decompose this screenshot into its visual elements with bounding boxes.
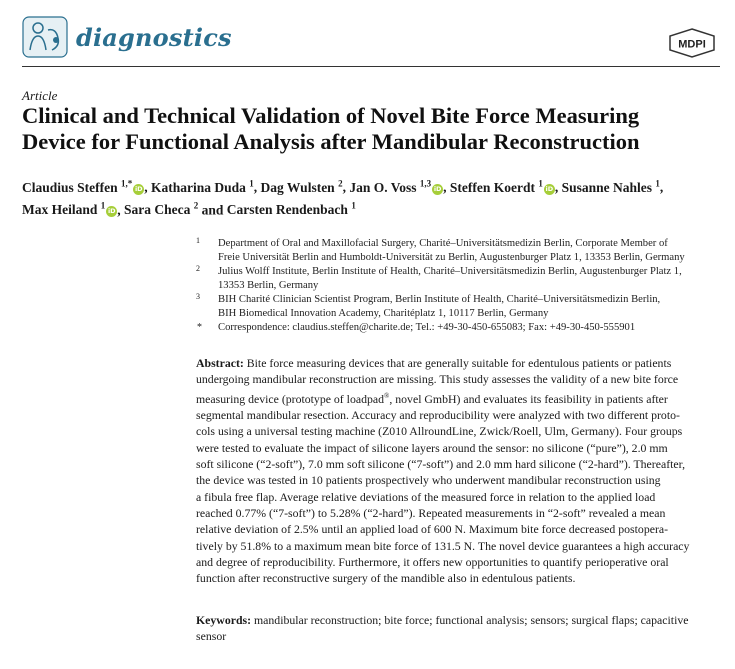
publisher-name: MDPI (678, 38, 706, 51)
journal-header (22, 14, 720, 64)
author-affiliation-mark: 1,3 (419, 178, 432, 188)
author-affiliation-mark: 1,* (121, 178, 133, 188)
author-name[interactable]: Katharina Duda $^1$ (151, 178, 254, 195)
keywords-label: Keywords: (196, 613, 252, 627)
author-affiliation-mark: 2 (338, 178, 343, 188)
abstract-label: Abstract: (196, 356, 244, 370)
author-list: Claudius Steffen $^{1,*}$iD , Katharina Duda $^1$, Dag Wulsten $^2$, Jan O. Voss $^{1,3}$iD , Steffen Koerdt $^1$iD , Susanne Nahles $^1$, Max Heiland $^1$iD , Sara Checa $^2$ and Carsten Rendenbach $^1$ (22, 178, 664, 217)
affiliation-line: BIH Charité Clinician Scientist Program, Berlin Institute of Health, Charité–Universitätsmedizin Berlin, (218, 294, 661, 305)
abstract-line: a fibula free flap. Average relative deviations of the measured force in relation to the applied load (196, 489, 656, 504)
affiliation-line: BIH Biomedical Innovation Academy, Charitéplatz 1, 10117 Berlin, Germany (218, 308, 549, 319)
affiliation-mark: 3 (196, 292, 200, 301)
journal-name: diagnostics (76, 23, 232, 52)
affiliation-line: 13353 Berlin, Germany (218, 280, 319, 291)
author-name[interactable]: Sara Checa $^2$ (124, 200, 199, 217)
author-name[interactable]: Claudius Steffen $^{1,*}$ (22, 178, 133, 195)
abstract-line: segmental mandibular resection. Accuracy and reproducibility were analyzed with two different proto- (196, 407, 680, 422)
affiliation-mark: 1 (196, 236, 200, 245)
author-affiliation-mark: 1 (100, 200, 106, 211)
author-name[interactable]: Steffen Koerdt $^1$ (449, 178, 543, 195)
title-line: Clinical and Technical Validation of Novel Bite Force Measuring (22, 103, 640, 128)
abstract-line: measuring device (prototype of loadpad®, novel GmbH) and evaluates its feasibility in patients after (196, 391, 668, 406)
header-rule (22, 66, 720, 67)
abstract-line: soft silicone (“2-soft”), 7.0 mm soft silicone (“7-soft”) and 2.0 mm hard silicone (“2-hard”). Thereafter, (196, 456, 686, 471)
abstract-line: function after reconstructive surgery of the mandible also in edentulous patients. (196, 571, 576, 586)
author-affiliation-mark: 1 (351, 200, 356, 211)
affiliation-mark: 2 (196, 264, 200, 273)
author-name[interactable]: Max Heiland $^1$ (22, 200, 106, 217)
affiliation-line: Freie Universität Berlin and Humboldt-Universität zu Berlin, Augustenburger Platz 1, 13353 Berlin, Germany (218, 252, 685, 263)
affiliation-item (196, 321, 716, 335)
orcid-icon[interactable]: iD (107, 207, 116, 215)
affiliations (196, 237, 716, 335)
author-affiliation-mark: 1 (655, 178, 660, 188)
abstract-line: reached 0.77% (“7-soft”) to 5.28% (“2-hard”). Repeated measurements in “2-soft” revealed a mean (196, 506, 666, 521)
abstract-line: and degree of reproducibility. Furthermore, it offers new opportunities to quantify perioperative oral (196, 555, 669, 570)
title-line: Device for Functional Analysis after Mandibular Reconstruction (22, 129, 640, 154)
paper-title (22, 103, 722, 155)
abstract-line: Abstract: Bite force measuring devices that are generally suitable for edentulous patients or patients (196, 356, 672, 370)
author-affiliation-mark: 1 (249, 178, 254, 188)
author-name[interactable]: Jan O. Voss $^{1,3}$ (349, 178, 432, 195)
affiliation-item (196, 265, 716, 293)
affiliation-mark: * (197, 322, 202, 333)
abstract-line: undergoing mandibular reconstruction are missing. This study assesses the validity of a new bite force (196, 372, 679, 387)
affiliation-line: Julius Wolff Institute, Berlin Institute of Health, Charité–Universitätsmedizin Berlin, Augustenburger Platz 1, (218, 266, 682, 277)
orcid-icon[interactable]: iD (545, 184, 554, 193)
orcid-icon[interactable]: iD (433, 184, 442, 193)
author-name[interactable]: Dag Wulsten $^2$ (260, 178, 343, 195)
affiliation-line: Correspondence: claudius.steffen@charite.de; Tel.: +49-30-450-655083; Fax: +49-30-450-555901 (218, 322, 636, 333)
author-name[interactable]: Susanne Nahles $^1$ (561, 178, 660, 195)
author-name[interactable]: Carsten Rendenbach $^1$ (226, 200, 356, 217)
mdpi-logo (668, 28, 716, 58)
abstract-line: relative deviation of 2.5% until an applied load of 600 N. Maximum bite force decreased postopera- (196, 522, 669, 537)
abstract-line: tively by 51.8% to a maximum mean bite force of 131.5 N. The novel device guarantees a high accuracy (196, 538, 690, 553)
abstract (196, 355, 718, 587)
abstract-line: the device was tested in 10 patients prospectively who underwent mandibular reconstruction using (196, 473, 661, 488)
keywords (196, 612, 718, 645)
affiliation-item (196, 237, 716, 265)
abstract-line: cols using a universal testing machine (Z010 AllroundLine, Zwick/Roell, Ulm, Germany). Four groups (196, 424, 683, 439)
journal-logo-icon (22, 16, 68, 58)
author-affiliation-mark: 1 (538, 178, 543, 188)
keywords-text: mandibular reconstruction; bite force; functional analysis; sensors; surgical flaps; capacitive sensor (196, 613, 689, 644)
author-affiliation-mark: 2 (193, 200, 199, 211)
affiliation-line: Department of Oral and Maxillofacial Surgery, Charité–Universitätsmedizin Berlin, Corporate Member of (218, 238, 668, 249)
affiliation-item (196, 293, 716, 321)
orcid-icon[interactable]: iD (134, 184, 143, 193)
abstract-line: were tested to evaluate the impact of silicone layers around the sensor: no silicone (“pure”), 2.0 mm (196, 440, 668, 455)
article-type: Article (22, 88, 58, 103)
